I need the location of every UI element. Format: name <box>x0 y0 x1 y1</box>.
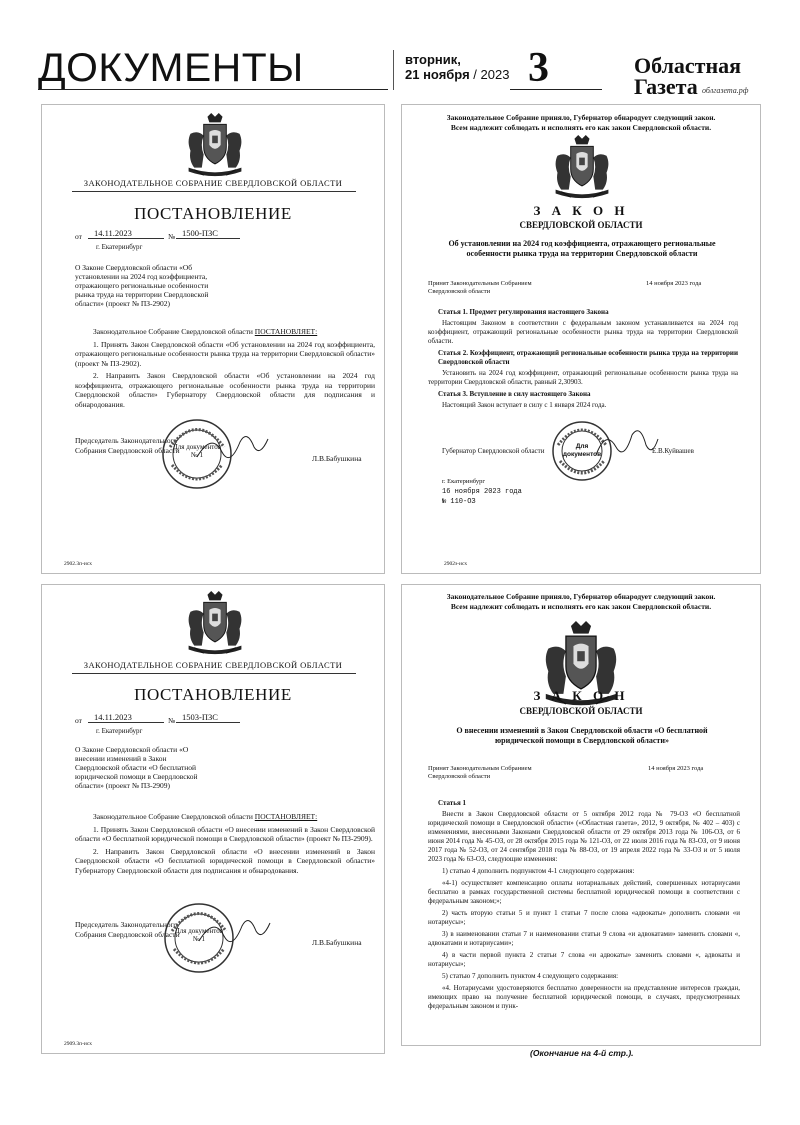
amendment-2: 2) часть вторую статьи 5 и пункт 1 статьи 7 после слова «адвокаты» дополнить словами «и нотариусы»; <box>428 909 740 926</box>
city: г. Екатеринбург <box>96 727 143 735</box>
law-intro-line2: Всем надлежит соблюдать и исполнять его как закон Свердловской области. <box>450 602 712 611</box>
paragraph-2: 2. Направить Закон Свердловской области «О внесении изменений в Закон Свердловской области «О бесплатной юридической помощи в Свердловской области» Губернатору Свердловской области для подписания и обнародования. <box>75 846 375 875</box>
signature-icon <box>194 911 274 951</box>
amendment-4: 4) в части первой пункта 2 статьи 7 слова «и адвокаты» заменить словами «, адвокаты и нотариусы»; <box>428 951 740 968</box>
preamble-verb: ПОСТАНОВЛЯЕТ: <box>254 812 318 821</box>
org-rule <box>72 191 356 192</box>
resolution-title: ПОСТАНОВЛЕНИЕ <box>134 685 292 704</box>
paragraph-1: 1. Принять Закон Свердловской области «Об установлении на 2024 год коэффициента, отражающего региональные особенности рынка труда на территории Свердловской области» (проект № ПЗ-2902). <box>75 339 375 368</box>
signer-name: Л.В.Бабушкина <box>312 938 362 947</box>
org-rule <box>72 673 356 674</box>
footer-code: 2909.3п-исх <box>64 1041 92 1047</box>
paper-site: облгазета.рф <box>702 86 749 95</box>
signer-title: Председатель Законодательного Собрания Свердловской области <box>75 436 180 455</box>
article-1-heading: Статья 1 <box>438 799 466 807</box>
law-intro <box>402 113 760 133</box>
page-number: 3 <box>528 45 549 91</box>
paragraph-2: 2. Направить Закон Свердловской области «Об установлении на 2024 год коэффициента, отражающего региональные особенности рынка труда на территории Свердловской области» Губернатору Свердловской области для подписания и обнародования. <box>75 371 375 409</box>
city: г. Екатеринбург <box>442 478 486 485</box>
footer-code: 2902.3п-исх <box>64 561 92 567</box>
law-intro <box>402 592 760 612</box>
date-prefix: от <box>75 716 82 725</box>
resolution-1503-panel <box>41 584 385 1054</box>
law-subtitle: СВЕРДЛОВСКОЙ ОБЛАСТИ <box>519 220 643 230</box>
law-articles <box>428 799 740 1014</box>
city: г. Екатеринбург <box>96 243 143 251</box>
issue-date <box>405 52 509 82</box>
law-number: № 110-ОЗ <box>442 498 476 506</box>
stamp-text: Для документов <box>562 443 602 458</box>
coat-of-arms-icon <box>550 135 614 201</box>
amendment-5: 5) статью 7 дополнить пунктом 4 следующего содержания: <box>442 972 619 980</box>
coat-of-arms-icon <box>183 591 247 657</box>
adopted-date: 14 ноября 2023 года <box>646 280 702 287</box>
amendment-3: 3) в наименовании статьи 7 и наименовании статьи 9 слова «и адвокатами» заменить словами «, адвокатами и нотариусами»; <box>428 930 740 947</box>
law-legal-aid-panel <box>401 584 761 1046</box>
issue-year: / 2023 <box>473 67 510 82</box>
resolution-subject: О Законе Свердловской области «О внесении изменений в Закон Свердловской области «О бесплатной юридической помощи в Свердловской области» (проект № ПЗ-2909) <box>75 745 198 790</box>
amendment-1: 1) статью 4 дополнить подпунктом 4-1 следующего содержания: <box>442 867 635 875</box>
resolution-date: 14.11.2023 <box>88 228 164 239</box>
preamble-verb: ПОСТАНОВЛЯЕТ: <box>254 327 318 336</box>
paragraph-1: 1. Принять Закон Свердловской области «О внесении изменений в Закон Свердловской области «О бесплатной юридической помощи в Свердловской области» (проект № ПЗ-2909). <box>75 824 375 843</box>
signer-name: Л.В.Бабушкина <box>312 454 362 463</box>
law-description: Об установлении на 2024 год коэффициента, отражающего региональные особенности рынка труда на территории Свердловской области <box>448 239 716 258</box>
resolution-number: 1500-ПЗС <box>176 228 240 239</box>
continued-note: (Окончание на 4-й стр.). <box>530 1048 634 1058</box>
number-sign: № <box>168 716 176 725</box>
law-title: З А К О Н <box>533 203 629 218</box>
resolution-1500-panel <box>41 104 385 574</box>
preamble: Законодательное Собрание Свердловской области <box>93 327 253 336</box>
page-number-rule <box>510 89 602 90</box>
article-3-heading: Статья 3. Вступление в силу настоящего Закона <box>438 390 591 398</box>
signer-title: Председатель Законодательного Собрания Свердловской области <box>75 920 180 939</box>
law-intro-line2: Всем надлежит соблюдать и исполнять его как закон Свердловской области. <box>450 123 712 132</box>
article-1-heading: Статья 1. Предмет регулирования настоящего Закона <box>438 308 609 316</box>
date-prefix: от <box>75 232 82 241</box>
issue-day: 21 ноября <box>405 67 470 82</box>
governor-title: Губернатор Свердловской области <box>442 447 545 455</box>
law-articles <box>428 308 738 413</box>
resolution-number: 1503-ПЗС <box>176 712 240 723</box>
masthead <box>0 0 800 100</box>
preamble: Законодательное Собрание Свердловской области <box>93 812 253 821</box>
article-2-text: Установить на 2024 год коэффициент, отражающий региональные особенности рынка труда на территории Свердловской области, равный 2,30903. <box>428 369 738 386</box>
adopted-by: Принят Законодательным Собранием Свердловской области <box>428 280 532 295</box>
paper-name-line2: Газета <box>634 74 698 99</box>
law-description: О внесении изменений в Закон Свердловской области «О бесплатной юридической помощи в Свердловской области» <box>456 726 708 745</box>
law-intro-line1: Законодательное Собрание приняло, Губернатор обнародует следующий закон. <box>446 592 716 601</box>
law-title: З А К О Н <box>533 688 629 703</box>
resolution-body <box>75 327 375 412</box>
header-rule <box>38 89 388 90</box>
law-110-panel <box>401 104 761 574</box>
amendment-1-text: «4-1) осуществляет компенсацию оплаты нотариальных действий, совершенных нотариусами бесплатно в рамках государственной системы бесплатной юридической помощи в соответствии с федеральным законом;»; <box>428 879 740 905</box>
amendment-intro: Внести в Закон Свердловской области от 5 октября 2012 года № 79-ОЗ «О бесплатной юридической помощи в Свердловской области» («Областная газета», 2012, 9 октября, № 402 – 403) с изменениями, внесенными Законами Свердловской области от 29 октября 2013 года № 106-ОЗ, от 6 июня 2014 года № 45-ОЗ, от 28 октября 2015 года № 121-ОЗ, от 22 июля 2016 года № 83-ОЗ, от 9 июня 2017 года № 52-ОЗ, от 24 сентября 2018 года № 88-ОЗ, от 19 апреля 2022 года № 33-ОЗ и от 5 июля 2023 года № 63-ОЗ, следующие изменения: <box>428 810 740 863</box>
resolution-date: 14.11.2023 <box>88 712 164 723</box>
coat-of-arms-icon <box>183 113 247 179</box>
footer-code: 2902з-исх <box>444 561 468 567</box>
resolution-title: ПОСТАНОВЛЕНИЕ <box>134 204 292 223</box>
section-title: ДОКУМЕНТЫ <box>38 46 304 90</box>
issue-weekday: вторник, <box>405 52 461 67</box>
law-intro-line1: Законодательное Собрание приняло, Губернатор обнародует следующий закон. <box>446 113 716 122</box>
adopted-date: 14 ноября 2023 года <box>648 765 704 772</box>
sign-date: 16 ноября 2023 года <box>442 488 522 496</box>
adopted-by: Принят Законодательным Собранием Свердловской области <box>428 765 532 780</box>
resolution-org: ЗАКОНОДАТЕЛЬНОЕ СОБРАНИЕ СВЕРДЛОВСКОЙ ОБЛАСТИ <box>83 660 343 670</box>
signature-icon <box>592 423 662 463</box>
stamp-text: Для документов № 1 <box>172 443 222 459</box>
stamp-text: Для документов № 1 <box>174 927 224 943</box>
article-2-heading: Статья 2. Коэффициент, отражающий региональные особенности рынка труда на территории Свердловской области <box>438 349 738 366</box>
number-sign: № <box>168 232 176 241</box>
resolution-org: ЗАКОНОДАТЕЛЬНОЕ СОБРАНИЕ СВЕРДЛОВСКОЙ ОБЛАСТИ <box>83 178 343 188</box>
governor-name: Е.В.Куйвашев <box>652 447 694 455</box>
resolution-subject: О Законе Свердловской области «Об установлении на 2024 год коэффициента, отражающего региональные особенности рынка труда на территории Свердловской области» (проект № ПЗ-2902) <box>75 263 209 308</box>
article-3-text: Настоящий Закон вступает в силу с 1 января 2024 года. <box>442 401 607 409</box>
paper-name-line1: Областная <box>634 53 742 78</box>
header-separator <box>393 50 394 90</box>
amendment-5-text: «4. Нотариусами удостоверяются бесплатно доверенности на представление интересов граждан, имеющих право на получение бесплатной юридической помощи, в случаях, предусмотренных федеральным законом и пунк- <box>428 984 740 1010</box>
article-1-text: Настоящим Законом в соответствии с федеральным законом устанавливается на 2024 год коэффициент, отражающий региональные особенности рынка труда на территории Свердловской области. <box>428 319 738 345</box>
resolution-body <box>75 812 375 878</box>
signature-icon <box>192 427 272 467</box>
law-subtitle: СВЕРДЛОВСКОЙ ОБЛАСТИ <box>519 706 643 716</box>
